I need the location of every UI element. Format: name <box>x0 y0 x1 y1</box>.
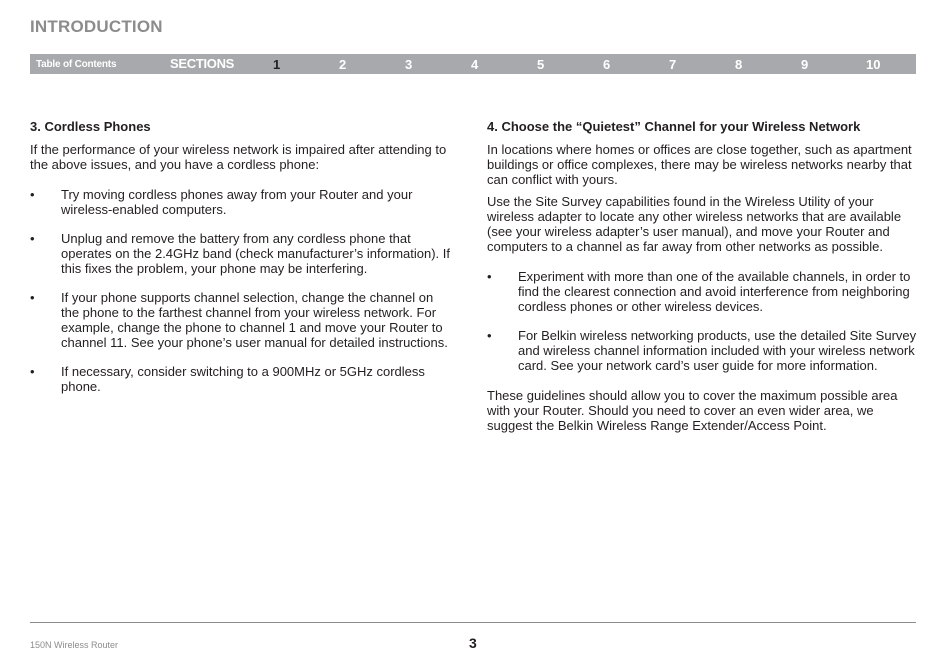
list-item-text: If your phone supports channel selection, change the channel on the phone to the farthest channel from your wireless network. For example, change the phone to channel 1 and move your Router to channel 11. See your phone’s user manual for detailed instructions. <box>61 290 448 350</box>
bullet-mark: • <box>487 328 492 343</box>
section-link-10[interactable]: 10 <box>866 57 881 72</box>
list-item <box>30 364 450 394</box>
sections-label: SECTIONS <box>170 56 235 71</box>
section-navbar <box>30 54 916 74</box>
list-item-text: Try moving cordless phones away from your Router and your wireless-enabled computers. <box>61 187 413 217</box>
list-item-text: Unplug and remove the battery from any cordless phone that operates on the 2.4GHz band (check manufacturer’s information). If this fixes the problem, your phone may be interfering. <box>61 231 450 276</box>
section-link-7[interactable]: 7 <box>669 57 677 72</box>
bullet-mark: • <box>30 364 35 379</box>
right-column <box>487 119 919 440</box>
section-link-9[interactable]: 9 <box>801 57 809 72</box>
list-item <box>487 269 919 314</box>
quietest-channel-heading: 4. Choose the “Quietest” Channel for your Wireless Network <box>487 119 861 134</box>
list-item-text: Experiment with more than one of the available channels, in order to find the clearest connection and avoid interference from neighboring cordless phones or other wireless devices. <box>518 269 911 314</box>
page-section-title: INTRODUCTION <box>30 17 163 36</box>
quietest-channel-list <box>487 269 919 373</box>
cordless-phones-intro: If the performance of your wireless network is impaired after attending to the above issues, and you have a cordless phone: <box>30 142 447 172</box>
section-link-4[interactable]: 4 <box>471 57 479 72</box>
list-item <box>487 328 919 373</box>
list-item <box>30 231 450 276</box>
section-link-6[interactable]: 6 <box>603 57 611 72</box>
section-link-2[interactable]: 2 <box>339 57 347 72</box>
list-item-text: If necessary, consider switching to a 900MHz or 5GHz cordless phone. <box>61 364 425 394</box>
section-link-8[interactable]: 8 <box>735 57 743 72</box>
bullet-mark: • <box>30 187 35 202</box>
cordless-phones-list <box>30 187 450 394</box>
bullet-mark: • <box>30 290 35 305</box>
quietest-channel-para-1: In locations where homes or offices are close together, such as apartment buildings or office complexes, there may be wireless networks nearby that can conflict with yours. <box>487 142 912 187</box>
footer-divider <box>30 622 916 623</box>
list-item <box>30 187 450 217</box>
left-column <box>30 119 450 409</box>
list-item <box>30 290 450 350</box>
footer-product-name: 150N Wireless Router <box>30 640 119 650</box>
section-link-3[interactable]: 3 <box>405 57 413 72</box>
bullet-mark: • <box>30 231 35 246</box>
quietest-channel-para-3: These guidelines should allow you to cover the maximum possible area with your Router. Should you need to cover an even wider area, we suggest the Belkin Wireless Range Extender/Access Point. <box>487 388 898 433</box>
bullet-mark: • <box>487 269 492 284</box>
table-of-contents-link[interactable]: Table of Contents <box>36 59 117 70</box>
list-item-text: For Belkin wireless networking products, use the detailed Site Survey and wireless channel information included with your wireless network card. See your network card’s user guide for more information. <box>518 328 917 373</box>
quietest-channel-para-2: Use the Site Survey capabilities found in the Wireless Utility of your wireless adapter to locate any other wireless networks that are available (see your wireless adapter’s user manual), and move your Router and computers to a channel as far away from other networks as possible. <box>487 194 902 254</box>
page-number: 3 <box>469 635 477 651</box>
cordless-phones-heading: 3. Cordless Phones <box>30 119 151 134</box>
section-link-1[interactable]: 1 <box>273 57 281 72</box>
section-link-5[interactable]: 5 <box>537 57 545 72</box>
